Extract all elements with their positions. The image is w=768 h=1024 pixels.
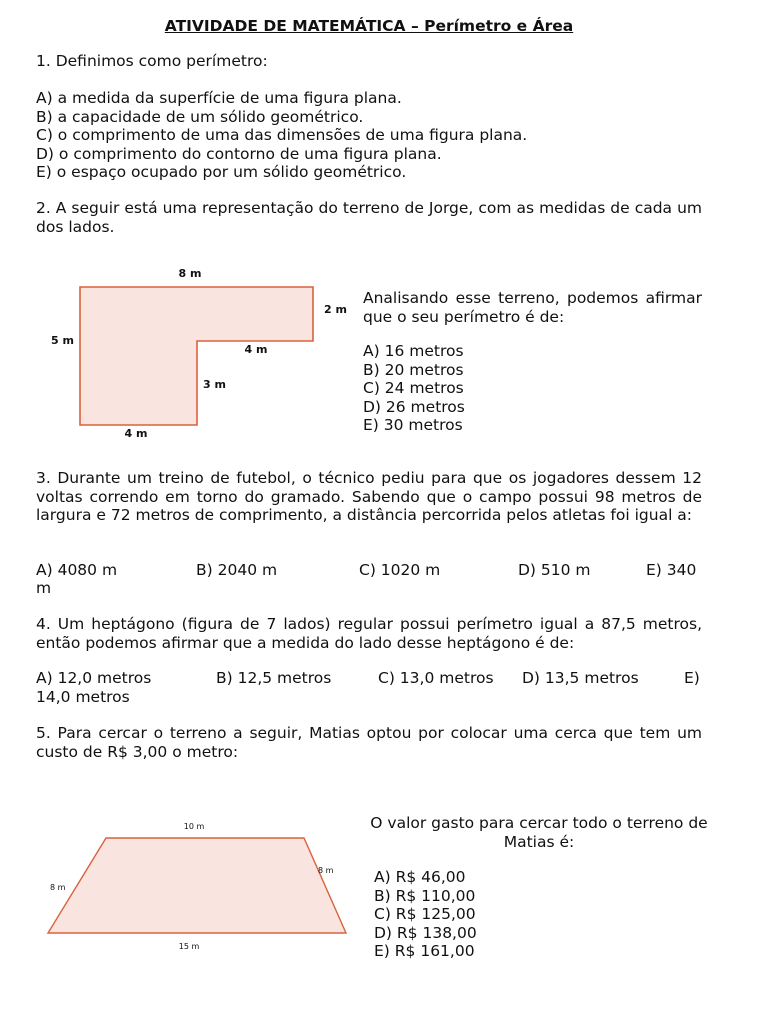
- question-5-option-b: B) R$ 110,00: [374, 886, 476, 905]
- label-left: 8 m: [50, 883, 66, 892]
- question-4-options: [36, 669, 702, 688]
- question-1-option-a: A) a medida da superfície de uma figura plana.: [36, 89, 402, 107]
- label-bottom: 4 m: [124, 427, 148, 440]
- question-1-option-c: C) o comprimento de uma das dimensões de uma figura plana.: [36, 126, 528, 144]
- label-inner-vertical: 3 m: [203, 378, 226, 391]
- question-3-option-a: A) 4080 m: [36, 561, 118, 579]
- label-bottom: 15 m: [178, 942, 200, 951]
- question-3-option-e-wrap: [36, 579, 702, 598]
- question-1-text: 1. Definimos como perímetro:: [36, 52, 268, 70]
- question-4-option-b: B) 12,5 metros: [216, 669, 332, 687]
- label-right: 8 m: [318, 866, 334, 875]
- question-5-option-c: C) R$ 125,00: [374, 905, 476, 923]
- terrain-trapezoid-figure: [42, 816, 352, 956]
- question-5-option-a: A) R$ 46,00: [374, 868, 466, 886]
- question-2-text: 2. A seguir está uma representação do terreno de Jorge, com as medidas de cada um dos lados.: [36, 199, 702, 236]
- question-4-option-e-wrap: [36, 688, 702, 707]
- label-right: 2 m: [324, 303, 347, 316]
- question-3-option-b: B) 2040 m: [196, 561, 278, 579]
- question-4-option-e: E): [684, 669, 700, 687]
- page-title: ATIVIDADE DE MATEMÁTICA – Perímetro e Área: [164, 17, 574, 35]
- question-2-option-e: E) 30 metros: [363, 416, 463, 434]
- question-4-option-e-value: 14,0 metros: [36, 688, 130, 706]
- question-1-options: [36, 89, 702, 182]
- question-4-option-d: D) 13,5 metros: [522, 669, 639, 687]
- question-1-option-e: E) o espaço ocupado por um sólido geométrico.: [36, 163, 407, 181]
- question-3-option-c: C) 1020 m: [359, 561, 441, 579]
- question-1-option-d: D) o comprimento do contorno de uma figura plana.: [36, 144, 442, 163]
- question-2-option-c: C) 24 metros: [363, 379, 464, 397]
- question-3-option-d: D) 510 m: [518, 561, 591, 579]
- question-5-option-e: E) R$ 161,00: [374, 942, 475, 960]
- question-3-option-e-unit: m: [36, 579, 52, 597]
- question-1: [36, 52, 702, 71]
- question-5-prompt: O valor gasto para cercar todo o terreno de Matias é:: [370, 814, 708, 851]
- question-2-options: [363, 342, 702, 435]
- question-3-options: [36, 561, 702, 580]
- question-5-options: [374, 868, 694, 961]
- label-left: 5 m: [51, 334, 74, 347]
- question-4-option-a: A) 12,0 metros: [36, 669, 152, 687]
- question-1-option-b: B) a capacidade de um sólido geométrico.: [36, 107, 364, 126]
- question-2-option-b: B) 20 metros: [363, 360, 464, 379]
- question-5-text: 5. Para cercar o terreno a seguir, Matias optou por colocar uma cerca que tem um custo de R$ 3,00 o metro:: [36, 724, 702, 761]
- question-3-text: 3. Durante um treino de futebol, o técnico pediu para que os jogadores dessem 12 voltas correndo em torno do gramado. Sabendo que o campo possui 98 metros de largura e 72 metros de comprimento, a distância percorrida pelos atletas foi igual a:: [36, 469, 702, 524]
- label-inner-horizontal: 4 m: [244, 343, 268, 356]
- label-top: 8 m: [178, 267, 202, 280]
- question-4-option-c: C) 13,0 metros: [378, 669, 494, 687]
- question-2-prompt: Analisando esse terreno, podemos afirmar que o seu perímetro é de:: [363, 289, 702, 326]
- terrain-trapezoid: [48, 838, 346, 933]
- question-3-option-e: E) 340: [646, 561, 697, 579]
- question-5-option-d: D) R$ 138,00: [374, 923, 477, 942]
- question-2-option-a: A) 16 metros: [363, 342, 464, 360]
- label-top: 10 m: [183, 822, 205, 831]
- question-2-option-d: D) 26 metros: [363, 397, 465, 416]
- question-4-text: 4. Um heptágono (figura de 7 lados) regular possui perímetro igual a 87,5 metros, então podemos afirmar que a medida do lado desse heptágono é de:: [36, 615, 702, 652]
- terrain-l-shape: [80, 287, 313, 425]
- terrain-l-shape-figure: [40, 262, 350, 440]
